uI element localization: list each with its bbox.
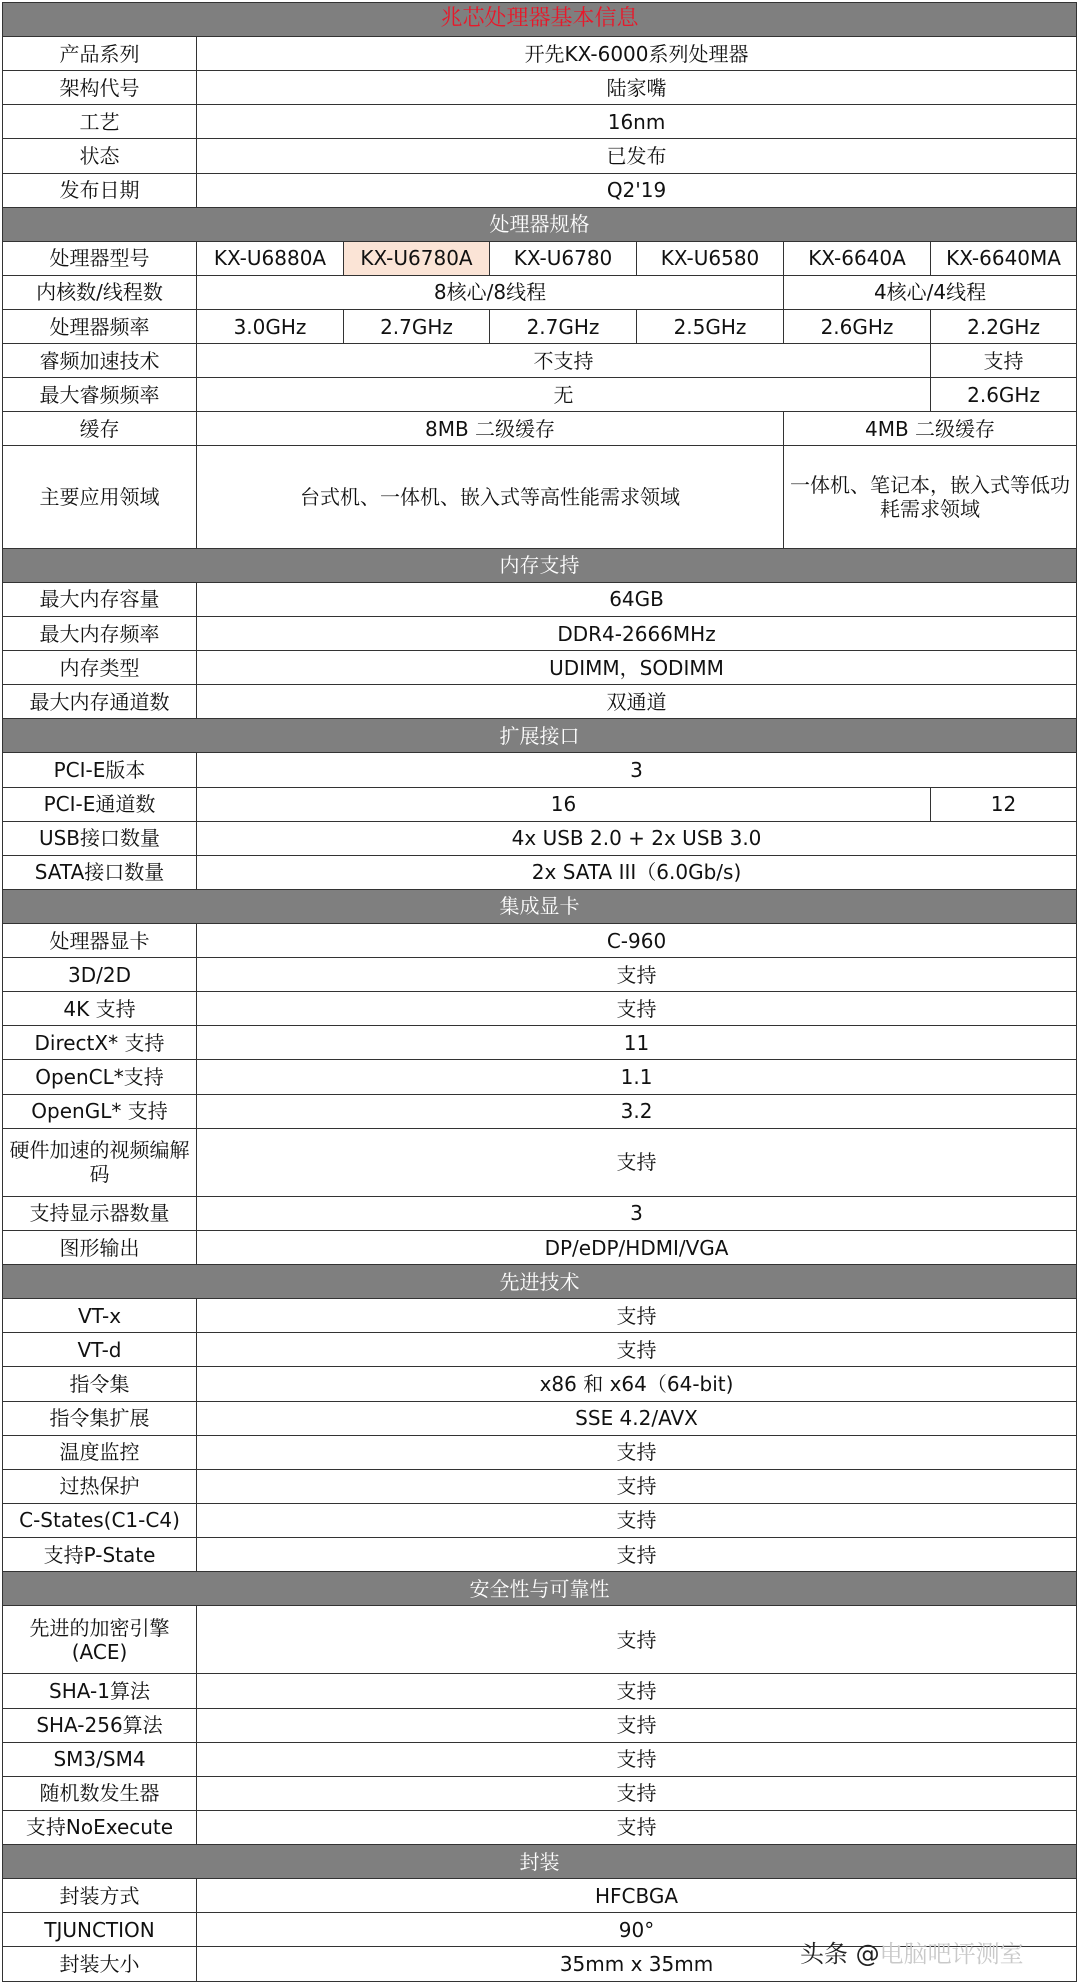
table-row <box>3 651 1077 685</box>
model-cell-highlighted: KX-U6780A <box>344 241 490 275</box>
table-row <box>3 821 1077 855</box>
section-header: 扩展接口 <box>3 719 1077 753</box>
section-header-row <box>3 207 1077 241</box>
table-row <box>3 1333 1077 1367</box>
table-row <box>3 958 1077 992</box>
table-row <box>3 412 1077 446</box>
table-row <box>3 1606 1077 1674</box>
row-value: 支持 <box>197 1674 1077 1708</box>
section-header: 集成显卡 <box>3 889 1077 923</box>
freq-cell: 2.6GHz <box>784 309 931 343</box>
row-label: 封装大小 <box>3 1947 197 1982</box>
row-label: 3D/2D <box>3 958 197 992</box>
row-value: 支持 <box>197 1742 1077 1776</box>
row-label: 支持显示器数量 <box>3 1196 197 1230</box>
row-label: PCI-E版本 <box>3 753 197 787</box>
row-label: SATA接口数量 <box>3 855 197 889</box>
row-value: 支持 <box>197 1299 1077 1333</box>
row-label: 工艺 <box>3 105 197 139</box>
section-header: 内存支持 <box>3 548 1077 582</box>
title-row <box>3 3 1077 37</box>
row-value: 支持 <box>197 1435 1077 1469</box>
row-label: C-States(C1-C4) <box>3 1503 197 1537</box>
table-row <box>3 1537 1077 1571</box>
row-label: 支持NoExecute <box>3 1810 197 1844</box>
table-row <box>3 1401 1077 1435</box>
row-label: 状态 <box>3 139 197 173</box>
row-value: 3 <box>197 1196 1077 1230</box>
table-row <box>3 344 1077 378</box>
row-value: 8MB 二级缓存 <box>197 412 784 446</box>
row-value: 8核心/8线程 <box>197 275 784 309</box>
row-value: 支持 <box>197 1128 1077 1196</box>
row-value: 开先KX-6000系列处理器 <box>197 37 1077 71</box>
row-label: 处理器频率 <box>3 309 197 343</box>
section-header-row <box>3 889 1077 923</box>
row-value: 支持 <box>197 992 1077 1026</box>
table-row <box>3 582 1077 616</box>
row-label: 支持P-State <box>3 1537 197 1571</box>
row-label: 随机数发生器 <box>3 1776 197 1810</box>
watermark-name: 电脑吧评测室 <box>879 1940 1024 1968</box>
table-row <box>3 71 1077 105</box>
row-label: 封装方式 <box>3 1879 197 1913</box>
table-row <box>3 378 1077 412</box>
row-value: 2.6GHz <box>931 378 1077 412</box>
table-row <box>3 923 1077 957</box>
row-value: 支持 <box>197 1708 1077 1742</box>
row-label: SM3/SM4 <box>3 1742 197 1776</box>
row-label: 发布日期 <box>3 173 197 207</box>
section-header: 先进技术 <box>3 1265 1077 1299</box>
table-row <box>3 37 1077 71</box>
row-value: 支持 <box>197 958 1077 992</box>
row-value: 支持 <box>197 1503 1077 1537</box>
section-header-row <box>3 719 1077 753</box>
row-label: SHA-256算法 <box>3 1708 197 1742</box>
section-header-row <box>3 1572 1077 1606</box>
row-label: 最大内存通道数 <box>3 685 197 719</box>
row-value: UDIMM，SODIMM <box>197 651 1077 685</box>
row-label: 指令集 <box>3 1367 197 1401</box>
row-value: 12 <box>931 787 1077 821</box>
row-value: 1.1 <box>197 1060 1077 1094</box>
row-value: 不支持 <box>197 344 931 378</box>
row-value: 11 <box>197 1026 1077 1060</box>
row-label: TJUNCTION <box>3 1913 197 1947</box>
row-value: SSE 4.2/AVX <box>197 1401 1077 1435</box>
table-row <box>3 1196 1077 1230</box>
table-row <box>3 685 1077 719</box>
table-row <box>3 241 1077 275</box>
row-label: 4K 支持 <box>3 992 197 1026</box>
table-row <box>3 1469 1077 1503</box>
row-label: DirectX* 支持 <box>3 1026 197 1060</box>
row-label: 睿频加速技术 <box>3 344 197 378</box>
table-row <box>3 1435 1077 1469</box>
row-label: 内存类型 <box>3 651 197 685</box>
table-row <box>3 1879 1077 1913</box>
table-row <box>3 617 1077 651</box>
row-value: 支持 <box>197 1469 1077 1503</box>
table-row <box>3 1299 1077 1333</box>
row-label: 主要应用领域 <box>3 446 197 548</box>
model-cell: KX-U6880A <box>197 241 344 275</box>
row-label: 架构代号 <box>3 71 197 105</box>
row-label: 缓存 <box>3 412 197 446</box>
row-label: 温度监控 <box>3 1435 197 1469</box>
table-row <box>3 139 1077 173</box>
section-header: 安全性与可靠性 <box>3 1572 1077 1606</box>
row-label: USB接口数量 <box>3 821 197 855</box>
freq-cell: 2.5GHz <box>637 309 784 343</box>
model-cell: KX-6640MA <box>931 241 1077 275</box>
row-label: 先进的加密引擎(ACE) <box>3 1606 197 1674</box>
table-row <box>3 309 1077 343</box>
table-row <box>3 1026 1077 1060</box>
table-row <box>3 1742 1077 1776</box>
section-header-row <box>3 1265 1077 1299</box>
row-value: 已发布 <box>197 139 1077 173</box>
row-label: 最大内存频率 <box>3 617 197 651</box>
row-value: HFCBGA <box>197 1879 1077 1913</box>
freq-cell: 3.0GHz <box>197 309 344 343</box>
cpu-spec-table <box>2 2 1077 1982</box>
row-label: VT-d <box>3 1333 197 1367</box>
row-value: 2x SATA III（6.0Gb/s) <box>197 855 1077 889</box>
table-row <box>3 1094 1077 1128</box>
row-value: 一体机、笔记本，嵌入式等低功耗需求领域 <box>784 446 1077 548</box>
row-value: 支持 <box>197 1776 1077 1810</box>
section-header-row <box>3 548 1077 582</box>
table-row <box>3 446 1077 548</box>
table-title: 兆芯处理器基本信息 <box>3 3 1077 37</box>
table-row <box>3 1708 1077 1742</box>
row-value: 支持 <box>931 344 1077 378</box>
row-label: 图形输出 <box>3 1230 197 1264</box>
row-label: OpenGL* 支持 <box>3 1094 197 1128</box>
row-value: 无 <box>197 378 931 412</box>
row-value: Q2'19 <box>197 173 1077 207</box>
row-value: 90° <box>197 1913 1077 1947</box>
row-value: 35mm x 35mm <box>197 1947 1077 1982</box>
row-value: 支持 <box>197 1333 1077 1367</box>
freq-cell: 2.2GHz <box>931 309 1077 343</box>
section-header-row <box>3 1844 1077 1878</box>
table-row <box>3 855 1077 889</box>
table-row <box>3 1367 1077 1401</box>
row-value: 4核心/4线程 <box>784 275 1077 309</box>
table-row <box>3 787 1077 821</box>
table-row <box>3 1503 1077 1537</box>
row-value: 4x USB 2.0 + 2x USB 3.0 <box>197 821 1077 855</box>
row-value: 支持 <box>197 1606 1077 1674</box>
row-value: DDR4-2666MHz <box>197 617 1077 651</box>
freq-cell: 2.7GHz <box>344 309 490 343</box>
row-value: C-960 <box>197 923 1077 957</box>
row-value: 3.2 <box>197 1094 1077 1128</box>
table-row <box>3 1776 1077 1810</box>
table-row <box>3 753 1077 787</box>
row-label: 过热保护 <box>3 1469 197 1503</box>
watermark <box>800 1934 1024 1969</box>
row-value: 支持 <box>197 1537 1077 1571</box>
model-cell: KX-U6780 <box>490 241 637 275</box>
table-row <box>3 1230 1077 1264</box>
section-header: 处理器规格 <box>3 207 1077 241</box>
table-row <box>3 173 1077 207</box>
table-row <box>3 1810 1077 1844</box>
row-value: x86 和 x64（64-bit) <box>197 1367 1077 1401</box>
table-row <box>3 992 1077 1026</box>
freq-cell: 2.7GHz <box>490 309 637 343</box>
row-label: 产品系列 <box>3 37 197 71</box>
table-row <box>3 275 1077 309</box>
row-label: 内核数/线程数 <box>3 275 197 309</box>
row-value: 支持 <box>197 1810 1077 1844</box>
row-value: 16nm <box>197 105 1077 139</box>
row-value: DP/eDP/HDMI/VGA <box>197 1230 1077 1264</box>
row-value: 台式机、一体机、嵌入式等高性能需求领域 <box>197 446 784 548</box>
row-label: SHA-1算法 <box>3 1674 197 1708</box>
row-value: 双通道 <box>197 685 1077 719</box>
table-row <box>3 1674 1077 1708</box>
row-label: 指令集扩展 <box>3 1401 197 1435</box>
watermark-prefix: 头条 @ <box>800 1940 880 1968</box>
row-label: VT-x <box>3 1299 197 1333</box>
model-cell: KX-U6580 <box>637 241 784 275</box>
row-value: 3 <box>197 753 1077 787</box>
row-value: 陆家嘴 <box>197 71 1077 105</box>
table-row <box>3 105 1077 139</box>
row-value: 4MB 二级缓存 <box>784 412 1077 446</box>
model-cell: KX-6640A <box>784 241 931 275</box>
row-label: 最大内存容量 <box>3 582 197 616</box>
row-label: 处理器型号 <box>3 241 197 275</box>
row-label: 硬件加速的视频编解码 <box>3 1128 197 1196</box>
row-label: PCI-E通道数 <box>3 787 197 821</box>
row-label: 最大睿频频率 <box>3 378 197 412</box>
row-label: OpenCL*支持 <box>3 1060 197 1094</box>
row-value: 16 <box>197 787 931 821</box>
table-row <box>3 1128 1077 1196</box>
row-label: 处理器显卡 <box>3 923 197 957</box>
section-header: 封装 <box>3 1844 1077 1878</box>
row-value: 64GB <box>197 582 1077 616</box>
table-row <box>3 1060 1077 1094</box>
